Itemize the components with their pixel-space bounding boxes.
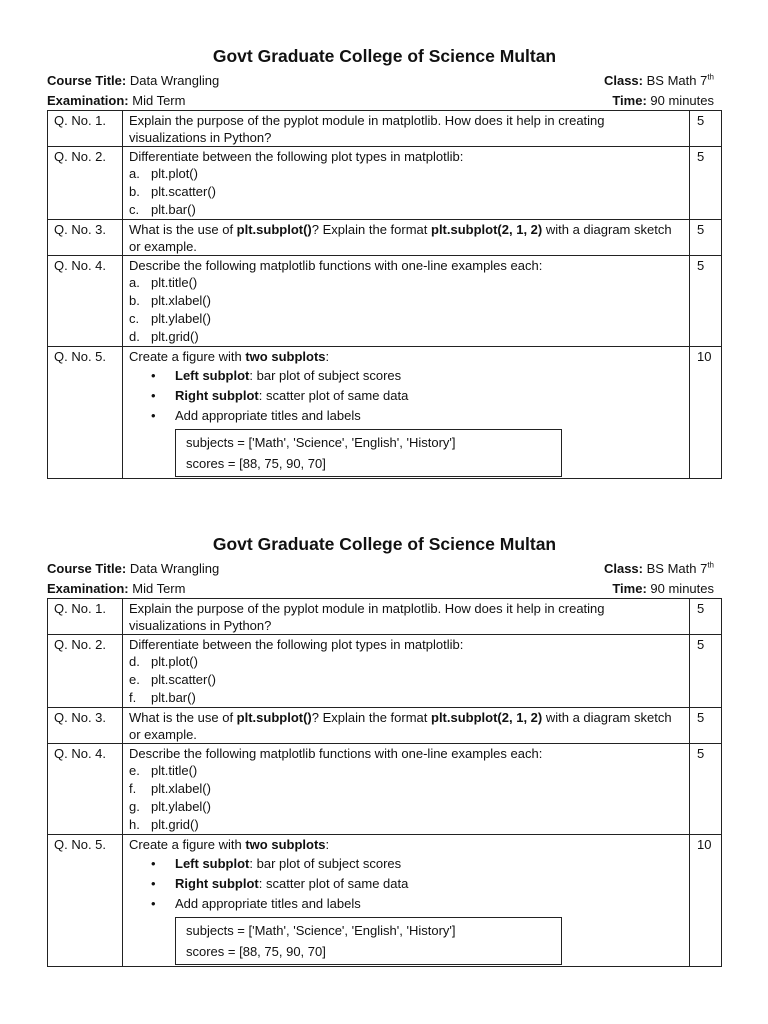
sub-item-text: plt.plot() <box>151 654 198 669</box>
question-body <box>123 744 690 835</box>
sub-item-letter: a. <box>129 166 140 181</box>
question-row-4 <box>48 744 722 835</box>
course-title-field <box>47 559 219 579</box>
sub-item-text: plt.bar() <box>151 690 196 705</box>
exam-value: Mid Term <box>132 581 186 596</box>
bullet-bold: Right subplot <box>175 876 259 891</box>
bullet-text: : scatter plot of same data <box>258 876 409 891</box>
question-text-part: : <box>325 837 330 852</box>
question-number: Q. No. 3. <box>48 220 123 256</box>
sub-item <box>129 798 683 816</box>
bullet-item <box>129 874 683 894</box>
question-text: Differentiate between the following plot types in matplotlib: <box>129 637 464 652</box>
question-text: Explain the purpose of the pyplot module in matplotlib. How does it help in creating visualizations in Python? <box>123 111 690 147</box>
question-row-3 <box>48 220 722 256</box>
question-text-bold: two subplots <box>245 837 326 852</box>
question-marks: 5 <box>690 147 722 220</box>
sub-item-letter: e. <box>129 672 140 687</box>
question-text-part: with a diagram sketch or example. <box>129 222 672 254</box>
sub-items-list <box>129 274 683 346</box>
bullet-item <box>129 386 683 406</box>
question-text-part: ? Explain the format <box>311 222 431 237</box>
bullet-bold: Left subplot <box>175 856 250 871</box>
exam-field <box>47 91 185 111</box>
class-label: Class: <box>603 73 643 88</box>
question-body <box>123 147 690 220</box>
bullet-text: : bar plot of subject scores <box>249 368 402 383</box>
question-row-3 <box>48 708 722 744</box>
question-text-part: What is the use of <box>129 222 237 237</box>
class-value: BS Math 7 <box>646 561 708 576</box>
question-text <box>123 220 690 256</box>
sub-item-text: plt.plot() <box>151 166 198 181</box>
question-code-bold: plt.subplot() <box>236 710 312 725</box>
question-code-bold: plt.subplot(2, 1, 2) <box>431 222 543 237</box>
class-sup: th <box>707 560 714 570</box>
question-text-part: ? Explain the format <box>311 710 431 725</box>
bullet-item <box>129 894 683 914</box>
question-paper-2 <box>47 532 722 967</box>
questions-table <box>47 598 722 967</box>
question-number: Q. No. 5. <box>48 347 123 479</box>
question-body <box>123 635 690 708</box>
sub-items-list <box>129 165 683 219</box>
time-label: Time: <box>612 93 647 108</box>
exam-label: Examination: <box>47 581 129 596</box>
question-text <box>123 708 690 744</box>
sub-item-letter: d. <box>129 654 140 669</box>
question-marks: 10 <box>690 347 722 479</box>
question-marks: 5 <box>690 635 722 708</box>
code-box <box>175 429 562 477</box>
question-marks: 5 <box>690 111 722 147</box>
question-row-2 <box>48 635 722 708</box>
sub-items-list <box>129 762 683 834</box>
bullet-list <box>129 366 683 426</box>
bullet-text: Add appropriate titles and labels <box>175 896 361 911</box>
code-line: subjects = ['Math', 'Science', 'English', 'History'] <box>186 923 456 938</box>
question-text: Describe the following matplotlib functions with one-line examples each: <box>129 258 543 273</box>
question-body <box>123 347 690 479</box>
code-line: subjects = ['Math', 'Science', 'English', 'History'] <box>186 435 456 450</box>
question-number: Q. No. 5. <box>48 835 123 967</box>
bullet-text: : scatter plot of same data <box>258 388 409 403</box>
sub-item <box>129 762 683 780</box>
course-title-value: Data Wrangling <box>129 561 220 576</box>
class-sup: th <box>707 72 714 82</box>
sub-items-list <box>129 653 683 707</box>
code-box <box>175 917 562 965</box>
sub-item <box>129 780 683 798</box>
bullet-text: Add appropriate titles and labels <box>175 408 361 423</box>
sub-item <box>129 816 683 834</box>
code-line: scores = [88, 75, 90, 70] <box>186 456 326 471</box>
bullet-text: : bar plot of subject scores <box>249 856 402 871</box>
class-field <box>604 71 714 91</box>
question-code-bold: plt.subplot() <box>236 222 312 237</box>
class-label: Class: <box>603 561 643 576</box>
time-label: Time: <box>612 581 647 596</box>
question-marks: 5 <box>690 220 722 256</box>
sub-item <box>129 328 683 346</box>
sub-item-letter: f. <box>129 781 137 796</box>
sub-item-letter: c. <box>129 311 140 326</box>
question-paper-1 <box>47 44 722 479</box>
sub-item <box>129 292 683 310</box>
question-number: Q. No. 4. <box>48 744 123 835</box>
time-field <box>612 579 714 599</box>
bullet-bold: Left subplot <box>175 368 250 383</box>
sub-item-text: plt.title() <box>151 763 198 778</box>
sub-item-letter: b. <box>129 184 140 199</box>
sub-item-text: plt.bar() <box>151 202 196 217</box>
question-text <box>129 836 683 853</box>
class-field <box>604 559 714 579</box>
sub-item-text: plt.ylabel() <box>151 311 211 326</box>
time-value: 90 minutes <box>650 581 714 596</box>
sub-item-text: plt.scatter() <box>151 672 217 687</box>
sub-item <box>129 274 683 292</box>
code-line: scores = [88, 75, 90, 70] <box>186 944 326 959</box>
sub-item <box>129 689 683 707</box>
course-title-field <box>47 71 219 91</box>
question-marks: 5 <box>690 708 722 744</box>
question-marks: 10 <box>690 835 722 967</box>
class-value: BS Math 7 <box>646 73 708 88</box>
time-value: 90 minutes <box>650 93 714 108</box>
question-row-5 <box>48 835 722 967</box>
question-row-5 <box>48 347 722 479</box>
exam-label: Examination: <box>47 93 129 108</box>
sub-item-text: plt.scatter() <box>151 184 217 199</box>
sub-item-text: plt.title() <box>151 275 198 290</box>
course-title-label: Course Title: <box>47 561 127 576</box>
sub-item-text: plt.grid() <box>151 329 199 344</box>
sub-item-letter: b. <box>129 293 140 308</box>
meta-row-course <box>47 71 722 91</box>
meta-row-course <box>47 559 722 579</box>
sub-item <box>129 653 683 671</box>
sub-item <box>129 183 683 201</box>
question-body <box>123 835 690 967</box>
course-title-label: Course Title: <box>47 73 127 88</box>
question-marks: 5 <box>690 744 722 835</box>
meta-row-exam <box>47 91 722 111</box>
sub-item-letter: g. <box>129 799 140 814</box>
course-title-value: Data Wrangling <box>129 73 220 88</box>
question-text: Differentiate between the following plot types in matplotlib: <box>129 149 464 164</box>
questions-table <box>47 110 722 479</box>
question-text-part: with a diagram sketch or example. <box>129 710 672 742</box>
sub-item-text: plt.xlabel() <box>151 781 211 796</box>
exam-value: Mid Term <box>132 93 186 108</box>
bullet-item <box>129 406 683 426</box>
question-row-1 <box>48 111 722 147</box>
question-text-part: Create a figure with <box>129 349 246 364</box>
question-row-4 <box>48 256 722 347</box>
bullet-item <box>129 366 683 386</box>
question-number: Q. No. 4. <box>48 256 123 347</box>
sub-item-text: plt.ylabel() <box>151 799 211 814</box>
question-text: Explain the purpose of the pyplot module in matplotlib. How does it help in creating visualizations in Python? <box>123 599 690 635</box>
question-number: Q. No. 3. <box>48 708 123 744</box>
question-code-bold: plt.subplot(2, 1, 2) <box>431 710 543 725</box>
sub-item-text: plt.grid() <box>151 817 199 832</box>
question-marks: 5 <box>690 256 722 347</box>
college-title: Govt Graduate College of Science Multan <box>212 46 557 66</box>
exam-field <box>47 579 185 599</box>
question-number: Q. No. 2. <box>48 635 123 708</box>
sub-item-letter: e. <box>129 763 140 778</box>
question-number: Q. No. 1. <box>48 111 123 147</box>
bullet-item <box>129 854 683 874</box>
sub-item <box>129 310 683 328</box>
meta-row-exam <box>47 579 722 599</box>
sub-item-letter: c. <box>129 202 140 217</box>
sub-item <box>129 201 683 219</box>
question-row-2 <box>48 147 722 220</box>
sub-item-letter: d. <box>129 329 140 344</box>
question-number: Q. No. 1. <box>48 599 123 635</box>
sub-item <box>129 671 683 689</box>
sub-item <box>129 165 683 183</box>
college-title: Govt Graduate College of Science Multan <box>212 534 557 554</box>
question-text-part: : <box>325 349 330 364</box>
question-text-part: Create a figure with <box>129 837 246 852</box>
time-field <box>612 91 714 111</box>
bullet-bold: Right subplot <box>175 388 259 403</box>
question-body <box>123 256 690 347</box>
sub-item-letter: h. <box>129 817 140 832</box>
question-text <box>129 348 683 365</box>
sub-item-text: plt.xlabel() <box>151 293 211 308</box>
question-text-part: What is the use of <box>129 710 237 725</box>
question-text-bold: two subplots <box>245 349 326 364</box>
sub-item-letter: a. <box>129 275 140 290</box>
question-number: Q. No. 2. <box>48 147 123 220</box>
question-row-1 <box>48 599 722 635</box>
bullet-list <box>129 854 683 914</box>
sub-item-letter: f. <box>129 690 137 705</box>
question-marks: 5 <box>690 599 722 635</box>
question-text: Describe the following matplotlib functions with one-line examples each: <box>129 746 543 761</box>
